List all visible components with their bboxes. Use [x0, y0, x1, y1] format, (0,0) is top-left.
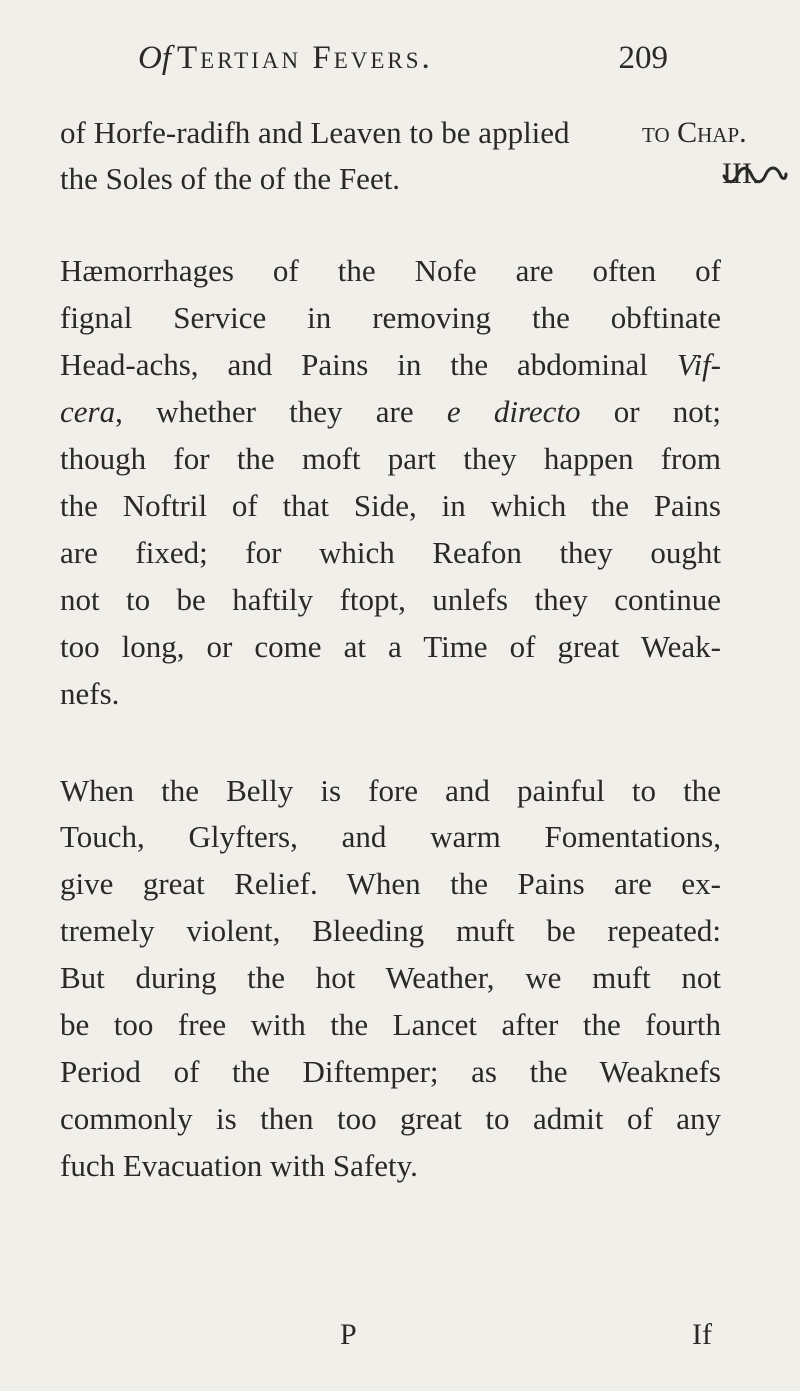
- signature-mark: P: [340, 1318, 357, 1351]
- text-line: fignal Service in removing the obftinate: [60, 300, 721, 335]
- text-line: of Horfe-radifh and Leaven to be applied: [60, 115, 570, 150]
- text-span: or not;: [580, 394, 721, 429]
- text-line: the Noftril of that Side, in which the Pains: [60, 488, 721, 523]
- italic-text: e directo: [446, 394, 581, 429]
- text-line: give great Relief. When the Pains are ex-: [60, 866, 721, 901]
- text-line: But during the hot Weather, we muft not: [60, 960, 721, 995]
- margin-note-chap-number: III.: [722, 157, 760, 190]
- running-head: [138, 34, 668, 84]
- text-line: tremely violent, Bleeding muft be repeated:: [60, 913, 721, 948]
- catchword: If: [692, 1318, 712, 1351]
- running-title-prefix: Of: [138, 40, 171, 76]
- margin-note-chap-label: to Chap.: [642, 116, 747, 149]
- text-line: too long, or come at a Time of great Weak-: [60, 629, 721, 664]
- italic-text: cera: [60, 394, 116, 429]
- text-line: though for the moft part they happen from: [60, 441, 721, 476]
- ornament-icon: [720, 157, 790, 190]
- text-line: When the Belly is fore and painful to the: [60, 773, 721, 808]
- text-line: Hæmorrhages of the Nofe are often of: [60, 253, 721, 288]
- text-span: Head-achs, and Pains in the abdominal: [60, 347, 677, 382]
- page-number: 209: [618, 40, 668, 76]
- running-title: [138, 40, 433, 77]
- text-line: not to be haftily ftopt, unlefs they continue: [60, 582, 721, 617]
- text-line: [60, 396, 721, 427]
- text-line: commonly is then too great to admit of any: [60, 1101, 721, 1136]
- text-line: [60, 349, 721, 380]
- text-line: nefs.: [60, 676, 120, 711]
- text-line: are fixed; for which Reafon they ought: [60, 535, 721, 570]
- text-line: fuch Evacuation with Safety.: [60, 1148, 418, 1183]
- text-span: , whether they are: [115, 394, 447, 429]
- italic-text: Vif-: [676, 347, 721, 382]
- text-line: the Soles of the of the Feet.: [60, 161, 401, 196]
- text-line: be too free with the Lancet after the fourth: [60, 1007, 721, 1042]
- margin-note-chap: [642, 118, 747, 148]
- running-title-main: Tertian Fevers.: [177, 40, 433, 76]
- text-line: Period of the Diftemper; as the Weaknefs: [60, 1054, 721, 1089]
- text-line: Touch, Glyfters, and warm Fomentations,: [60, 819, 721, 854]
